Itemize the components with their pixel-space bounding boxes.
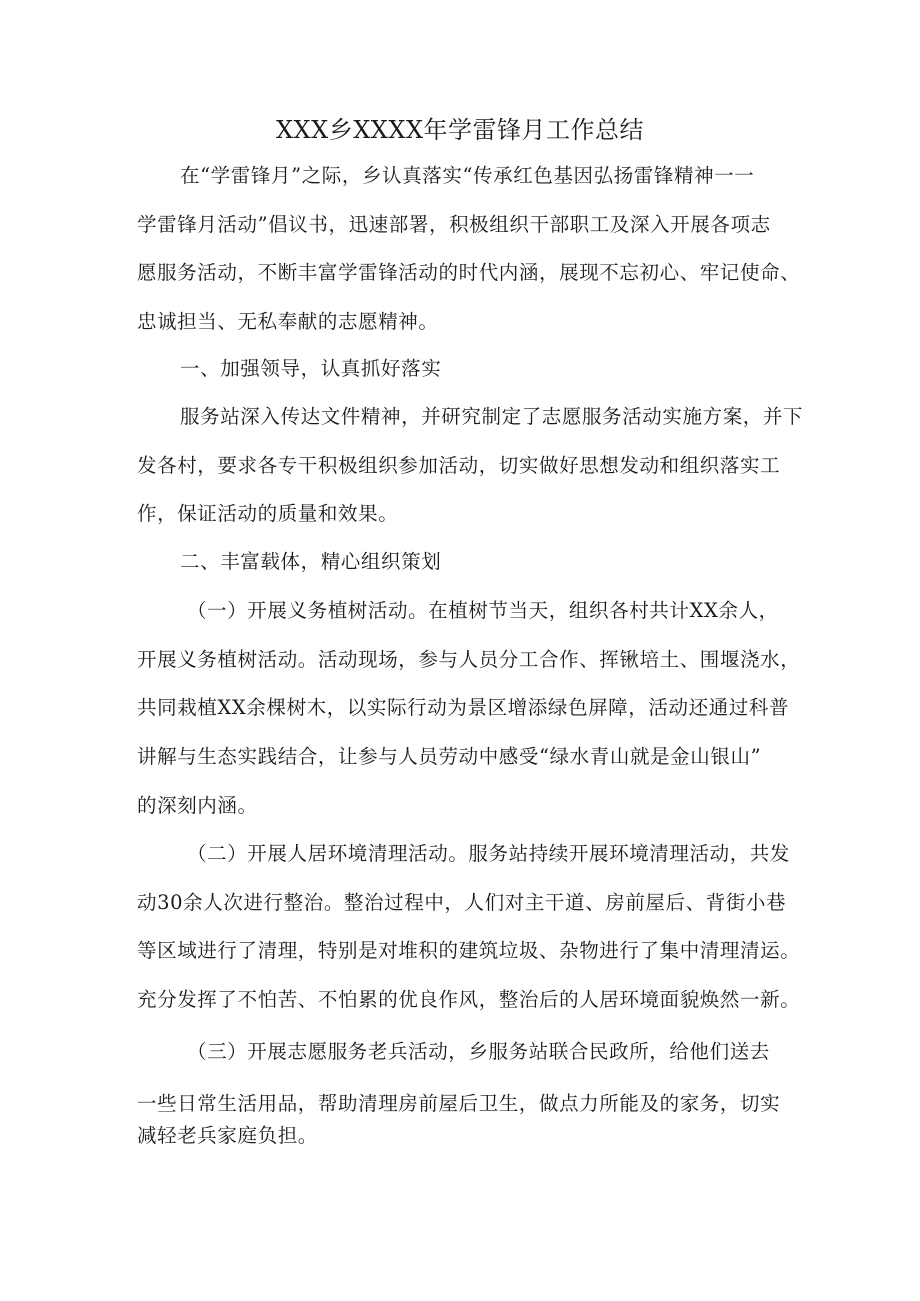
intro-line-3: 愿服务活动，不断丰富学雷锋活动的时代内涵，展现不忘初心、牢记使命、 [137,261,801,284]
intro-line-2: 学雷锋月活动”倡议书，迅速部署，积极组织干部职工及深入开展各项志 [137,213,771,236]
item-3-line-1: （三）开展志愿服务老兵活动，乡服务站联合民政所，给他们送去 [187,1040,770,1063]
section-heading-2: 二、丰富载体，精心组织策划 [180,550,442,573]
item-2-line-2: 动30余人次进行整治。整治过程中，人们对主干道、房前屋后、背街小巷 [137,891,787,914]
intro-line-1: 在“学雷锋月”之际，乡认真落实“传承红色基因弘扬雷锋精神一一 [180,164,755,187]
intro-line-4: 忠诚担当、无私奉献的志愿精神。 [137,310,439,333]
item-1-line-1: （一）开展义务植树活动。在植树节当天，组织各村共计XX余人， [187,599,779,622]
item-2-line-1: （二）开展人居环境清理活动。服务站持续开展环境清理活动，共发 [187,842,791,865]
item-2-line-4: 充分发挥了不怕苦、不怕累的优良作风，整治后的人居环境面貌焕然一新。 [137,988,801,1011]
document-title: XXX乡XXXX年学雷锋月工作总结 [275,116,645,144]
item-3-line-3: 减轻老兵家庭负担。 [137,1124,318,1147]
section-1-line-2: 发各村，要求各专干积极组织参加活动，切实做好思想发动和组织落实工 [137,454,781,477]
item-1-line-3: 共同栽植XX余棵树木，以实际行动为景区增添绿色屏障，活动还通过科普 [137,696,790,719]
item-2-line-3: 等区域进行了清理，特别是对堆积的建筑垃圾、杂物进行了集中清理清运。 [137,939,801,962]
item-3-line-2: 一些日常生活用品，帮助清理房前屋后卫生，做点力所能及的家务，切实 [137,1092,781,1115]
section-heading-1: 一、加强领导，认真抓好落实 [180,357,442,380]
item-1-line-4: 讲解与生态实践结合，让参与人员劳动中感受“绿水青山就是金山银山” [137,745,762,768]
item-1-line-5: 的深刻内涵。 [137,794,258,817]
item-1-line-2: 开展义务植树活动。活动现场，参与人员分工合作、挥锹培土、围堰浇水， [137,648,801,671]
section-1-line-1: 服务站深入传达文件精神，并研究制定了志愿服务活动实施方案，并下 [180,405,804,428]
section-1-line-3: 作，保证活动的质量和效果。 [137,502,399,525]
